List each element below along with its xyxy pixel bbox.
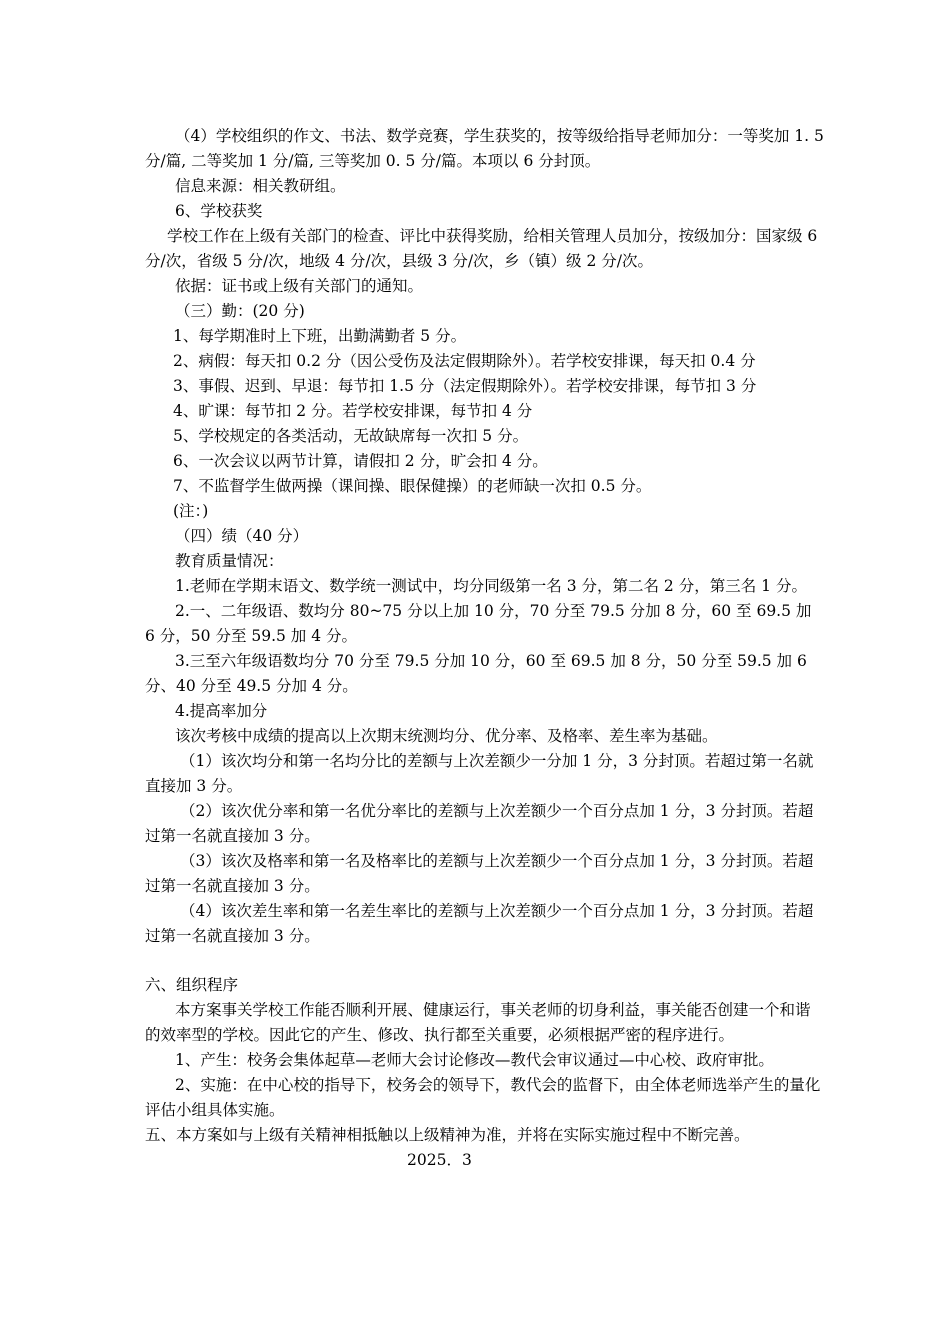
list-item: 2.一、二年级语、数均分 80~75 分以上加 10 分，70 分至 79.5 分加 8 分，60 至 69.5 加 6 分，50 分至 59.5 加 4 分。 — [145, 602, 812, 645]
document-body — [145, 124, 825, 1173]
paragraph: 本方案事关学校工作能否顺利开展、健康运行，事关老师的切身利益，事关能否创建一个和谐的效率型的学校。因此它的产生、修改、执行都至关重要，必须根据严密的程序进行。 — [145, 1001, 811, 1044]
list-item: 2、病假：每天扣 0.2 分（因公受伤及法定假期除外）。若学校安排课，每天扣 0.4 分 — [173, 352, 756, 370]
list-item: 1、产生：校务会集体起草—老师大会讨论修改—教代会审议通过—中心校、政府审批。 — [175, 1051, 774, 1069]
paragraph: （4）学校组织的作文、书法、数学竞赛，学生获奖的，按等级给指导老师加分：一等奖加 1. 5 分/篇, 二等奖加 1 分/篇, 三等奖加 0. 5 分/篇。本项以 6 分封顶。 — [145, 127, 824, 170]
paragraph: 五、本方案如与上级有关精神相抵触以上级精神为准，并将在实际实施过程中不断完善。 — [145, 1126, 750, 1144]
list-item: 4、旷课：每节扣 2 分。若学校安排课，每节扣 4 分 — [173, 402, 533, 420]
note: (注：) — [173, 502, 209, 520]
list-item: （4）该次差生率和第一名差生率比的差额与上次差额少一个百分点加 1 分，3 分封顶。若超过第一名就直接加 3 分。 — [145, 902, 814, 945]
list-item: 1、每学期准时上下班，出勤满勤者 5 分。 — [173, 327, 467, 345]
paragraph: 信息来源：相关教研组。 — [175, 177, 346, 195]
list-item: 3.三至六年级语数均分 70 分至 79.5 分加 10 分，60 至 69.5 加 8 分，50 分至 59.5 加 6 分、40 分至 49.5 分加 4 分。 — [145, 652, 807, 695]
list-item: 5、学校规定的各类活动，无故缺席每一次扣 5 分。 — [173, 427, 529, 445]
document-date: 2025．3 — [407, 1151, 472, 1169]
section-heading: 4.提高率加分 — [175, 702, 268, 720]
list-item: 6、一次会议以两节计算，请假扣 2 分，旷会扣 4 分。 — [173, 452, 548, 470]
list-item: 2、实施：在中心校的指导下，校务会的领导下，教代会的监督下，由全体老师选举产生的量化评估小组具体实施。 — [145, 1076, 821, 1119]
paragraph: 该次考核中成绩的提高以上次期末统测均分、优分率、及格率、差生率为基础。 — [175, 727, 718, 745]
paragraph: 依据：证书或上级有关部门的通知。 — [175, 277, 424, 295]
list-item: （3）该次及格率和第一名及格率比的差额与上次差额少一个百分点加 1 分，3 分封顶。若超过第一名就直接加 3 分。 — [145, 852, 814, 895]
list-item: 7、不监督学生做两操（课间操、眼保健操）的老师缺一次扣 0.5 分。 — [173, 477, 652, 495]
section-heading: （四）绩（40 分） — [175, 527, 309, 545]
section-heading: 六、组织程序 — [145, 976, 239, 994]
spacer — [145, 949, 825, 973]
section-heading: 6、学校获奖 — [175, 202, 263, 220]
list-item: （2）该次优分率和第一名优分率比的差额与上次差额少一个百分点加 1 分，3 分封顶。若超过第一名就直接加 3 分。 — [145, 802, 814, 845]
list-item: 1.老师在学期末语文、数学统一测试中，均分同级第一名 3 分，第二名 2 分，第三名 1 分。 — [175, 577, 807, 595]
list-item: （1）该次均分和第一名均分比的差额与上次差额少一分加 1 分，3 分封顶。若超过第一名就直接加 3 分。 — [145, 752, 814, 795]
paragraph: 学校工作在上级有关部门的检查、评比中获得奖励，给相关管理人员加分，按级加分：国家级 6 分/次，省级 5 分/次，地级 4 分/次，县级 3 分/次，乡（镇）级 2 分/次。 — [145, 227, 818, 270]
list-item: 3、事假、迟到、早退：每节扣 1.5 分（法定假期除外）。若学校安排课，每节扣 3 分 — [173, 377, 757, 395]
section-heading: （三）勤：(20 分) — [175, 302, 305, 320]
paragraph: 教育质量情况： — [175, 552, 284, 570]
